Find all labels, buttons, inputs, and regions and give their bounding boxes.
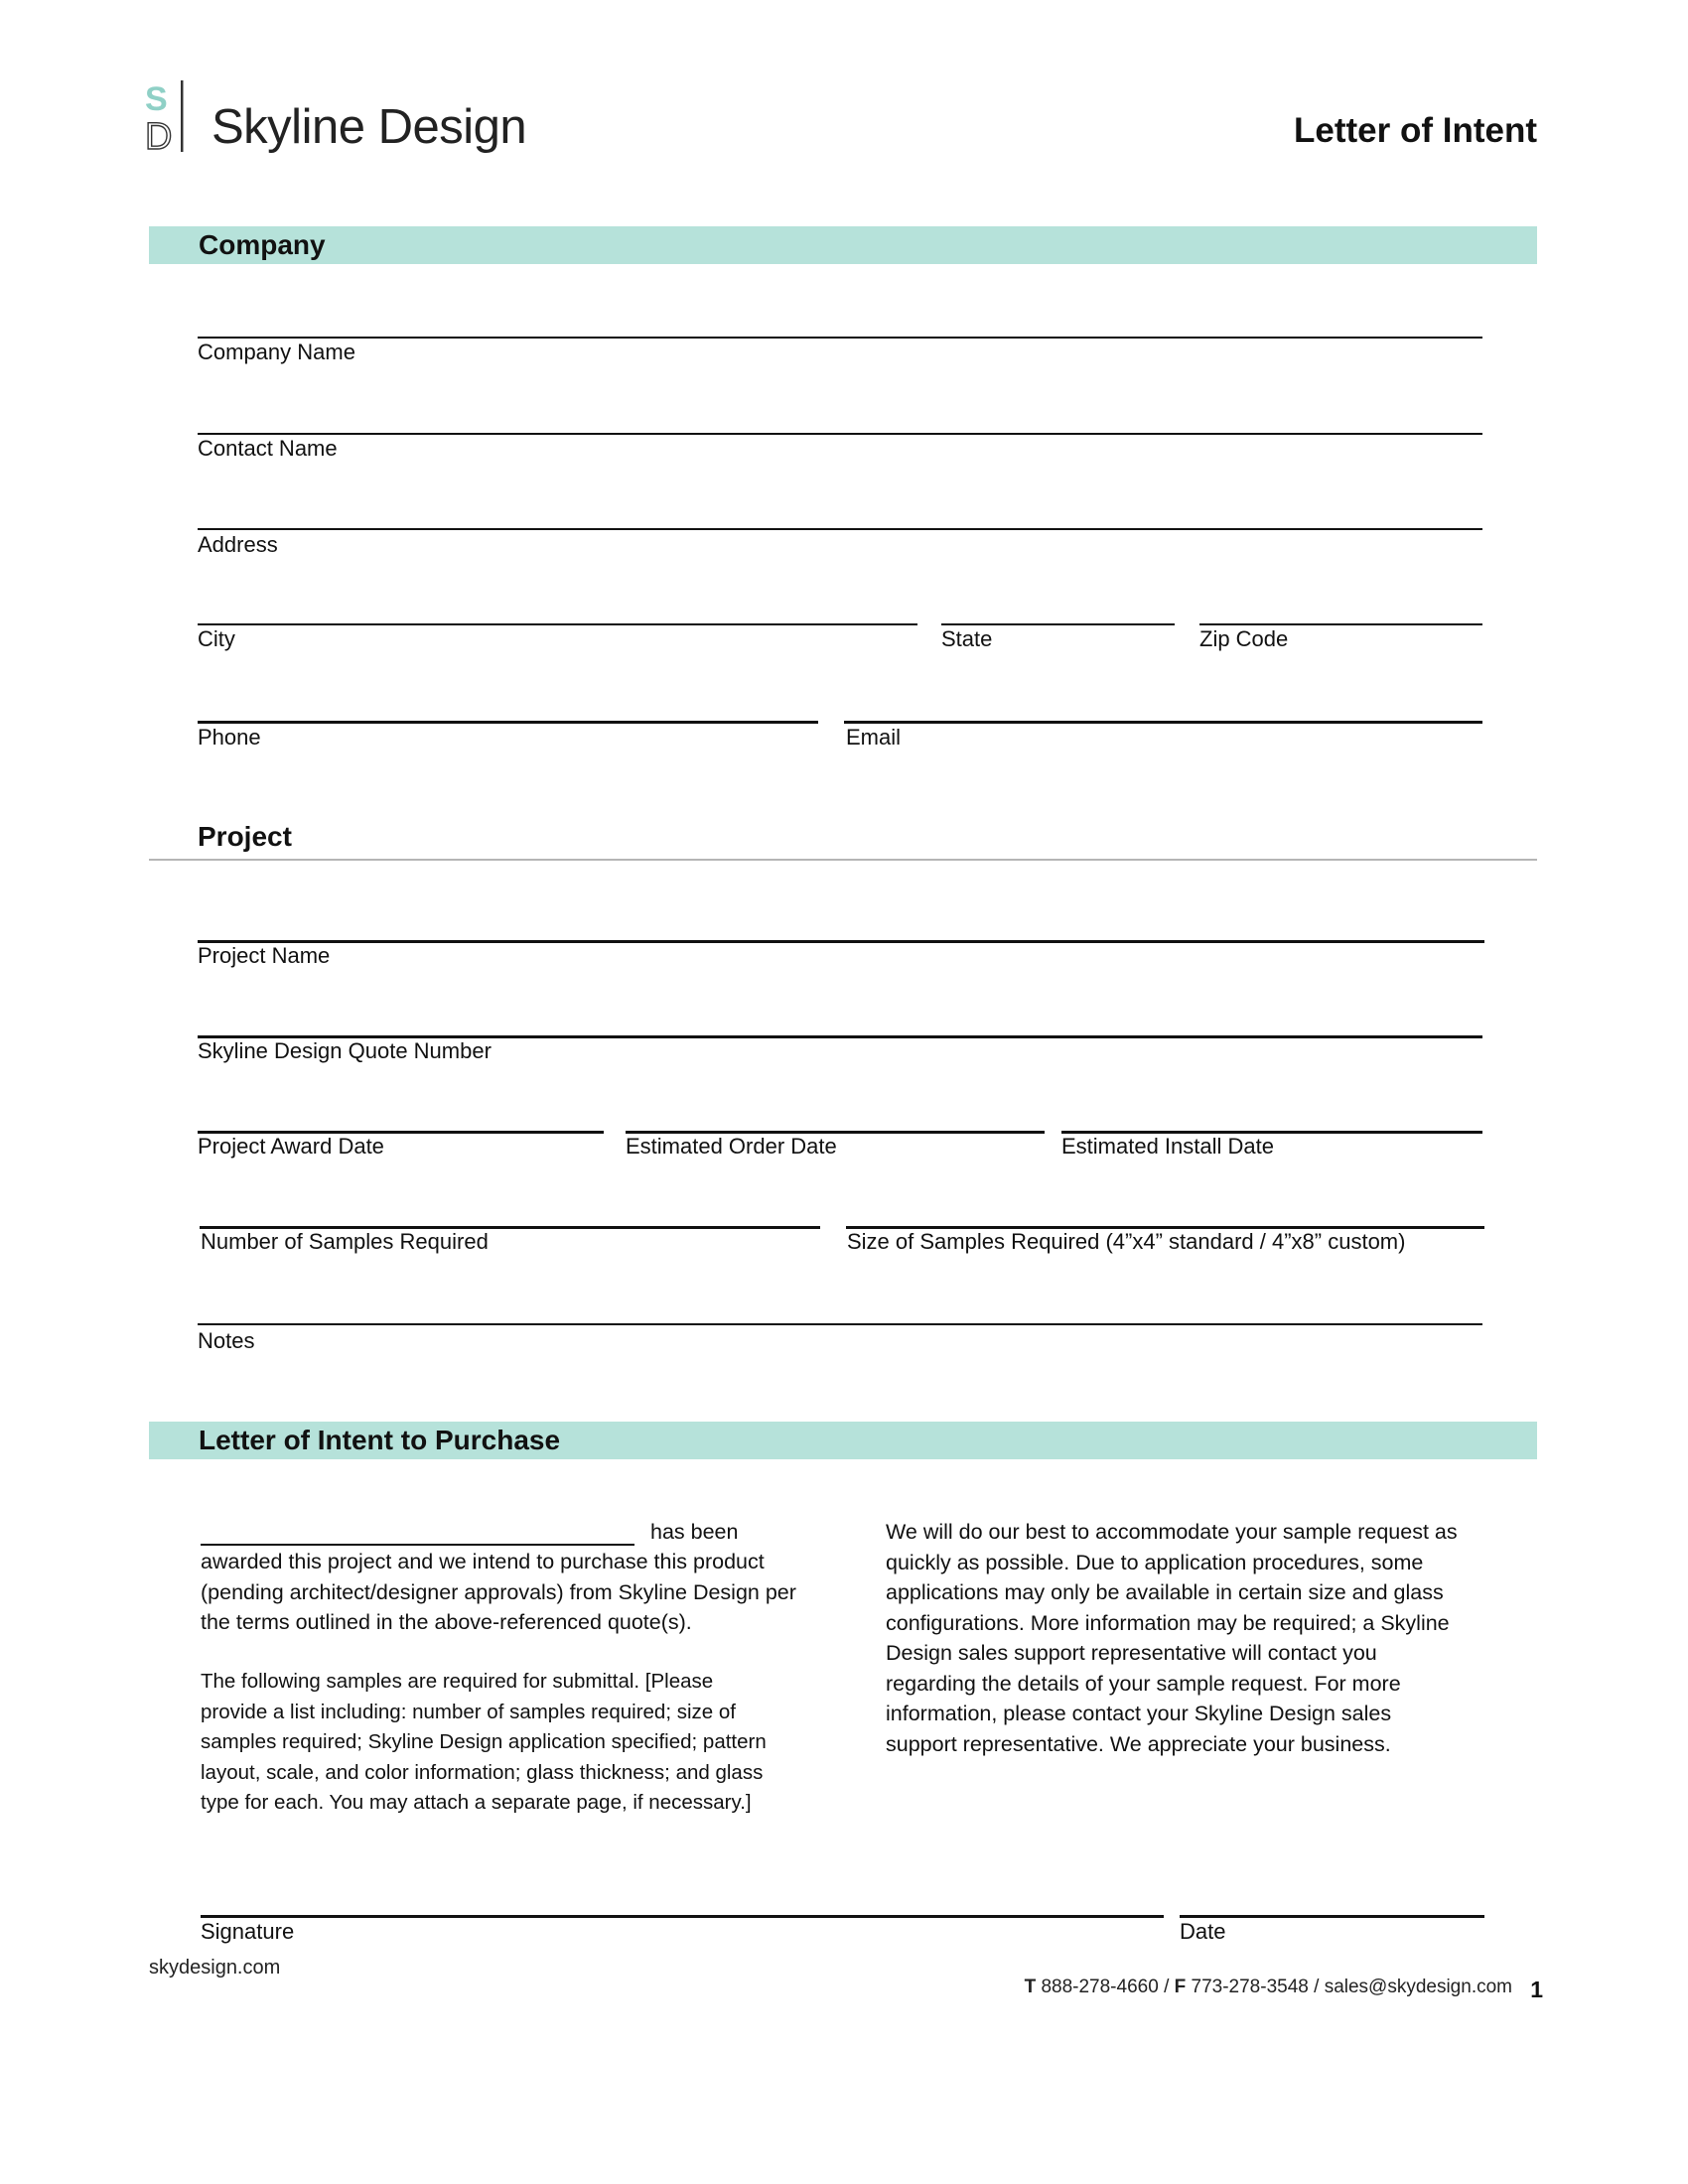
intent-p2-line: type for each. You may attach a separate page, if necessary.] [201, 1791, 752, 1814]
state-label: State [941, 626, 993, 651]
intent-p1-line: the terms outlined in the above-referenced quote(s). [201, 1610, 692, 1634]
contact-name-label: Contact Name [198, 436, 338, 461]
intent-p1-line: (pending architect/designer approvals) from Skyline Design per [201, 1579, 796, 1604]
intent-p3-line: information, please contact your Skyline Design sales [886, 1702, 1392, 1725]
phone-label: Phone [198, 725, 261, 750]
intent-p3-line: quickly as possible. Due to application procedures, some [886, 1550, 1424, 1574]
intent-p3-line: configurations. More information may be required; a Skyline [886, 1610, 1450, 1635]
zip-code-label: Zip Code [1199, 626, 1289, 651]
page-number: 1 [1530, 1977, 1543, 2002]
city-label: City [198, 626, 235, 651]
project-name-label: Project Name [198, 943, 331, 968]
intent-p3-line: regarding the details of your sample request. For more [886, 1671, 1401, 1696]
svg-text:D: D [145, 116, 173, 157]
company-name-label: Company Name [198, 340, 355, 364]
state-field[interactable] [941, 623, 1175, 625]
address-field[interactable] [198, 528, 1482, 530]
intent-p2-line: samples required; Skyline Design application specified; pattern [201, 1730, 767, 1753]
company-section-title: Company [199, 229, 326, 260]
company-blank-field[interactable] [201, 1544, 634, 1546]
project-section-title: Project [198, 821, 292, 852]
signature-label: Signature [201, 1919, 295, 1944]
company-section-header [149, 226, 1537, 264]
has-been-text: has been [650, 1520, 739, 1544]
logo-text: Skyline Design [211, 100, 527, 154]
intent-p1-line: awarded this project and we intend to purchase this product [201, 1550, 765, 1573]
project-award-date-label: Project Award Date [198, 1134, 384, 1159]
footer-fax: 773-278-3548 [1191, 1977, 1309, 1997]
number-of-samples-label: Number of Samples Required [201, 1229, 489, 1254]
separator: / [1164, 1977, 1170, 1997]
date-label: Date [1180, 1919, 1226, 1944]
intent-section-header [149, 1422, 1537, 1459]
email-label: Email [846, 725, 902, 750]
estimated-order-date-label: Estimated Order Date [626, 1134, 837, 1159]
notes-field[interactable] [198, 1323, 1482, 1325]
logo-mark-icon [145, 77, 185, 157]
fax-label: F [1174, 1977, 1187, 1997]
intent-p2-line: layout, scale, and color information; glass thickness; and glass [201, 1760, 764, 1784]
intent-p3-line: Design sales support representative will contact you [886, 1641, 1377, 1665]
intent-paragraph-2 [201, 1667, 767, 1819]
signature-field[interactable] [201, 1915, 1164, 1918]
separator: / [1314, 1977, 1320, 1997]
phone-field[interactable] [198, 721, 818, 724]
address-label: Address [198, 532, 278, 557]
project-section-divider [149, 859, 1537, 861]
intent-p3-line: We will do our best to accommodate your sample request as [886, 1520, 1458, 1544]
phone-label: T [1024, 1977, 1037, 1997]
intent-p2-line: The following samples are required for submittal. [Please [201, 1670, 714, 1693]
intent-paragraph-3 [886, 1517, 1458, 1759]
notes-label: Notes [198, 1328, 255, 1353]
size-of-samples-label: Size of Samples Required (4”x4” standard / 4”x8” custom) [847, 1229, 1406, 1254]
intent-p2-line: provide a list including: number of samples required; size of [201, 1700, 736, 1723]
estimated-install-date-label: Estimated Install Date [1061, 1134, 1274, 1159]
intent-paragraph-1 [201, 1547, 796, 1638]
footer-website: skydesign.com [149, 1957, 281, 1979]
date-field[interactable] [1180, 1915, 1484, 1918]
footer-contact [1025, 1976, 1512, 1999]
project-name-field[interactable] [198, 940, 1484, 943]
email-field[interactable] [844, 721, 1482, 724]
intent-section-title: Letter of Intent to Purchase [199, 1425, 561, 1455]
city-field[interactable] [198, 623, 917, 625]
footer-email: sales@skydesign.com [1324, 1977, 1512, 1997]
company-name-field[interactable] [198, 337, 1482, 339]
footer-phone: 888-278-4660 [1041, 1977, 1159, 1997]
intent-p3-line: applications may only be available in certain size and glass [886, 1580, 1444, 1604]
quote-number-label: Skyline Design Quote Number [198, 1038, 492, 1063]
document-title: Letter of Intent [1294, 111, 1537, 150]
svg-text:S: S [145, 80, 168, 118]
zip-code-field[interactable] [1199, 623, 1482, 625]
contact-name-field[interactable] [198, 433, 1482, 435]
intent-p3-line: support representative. We appreciate your business. [886, 1731, 1391, 1756]
